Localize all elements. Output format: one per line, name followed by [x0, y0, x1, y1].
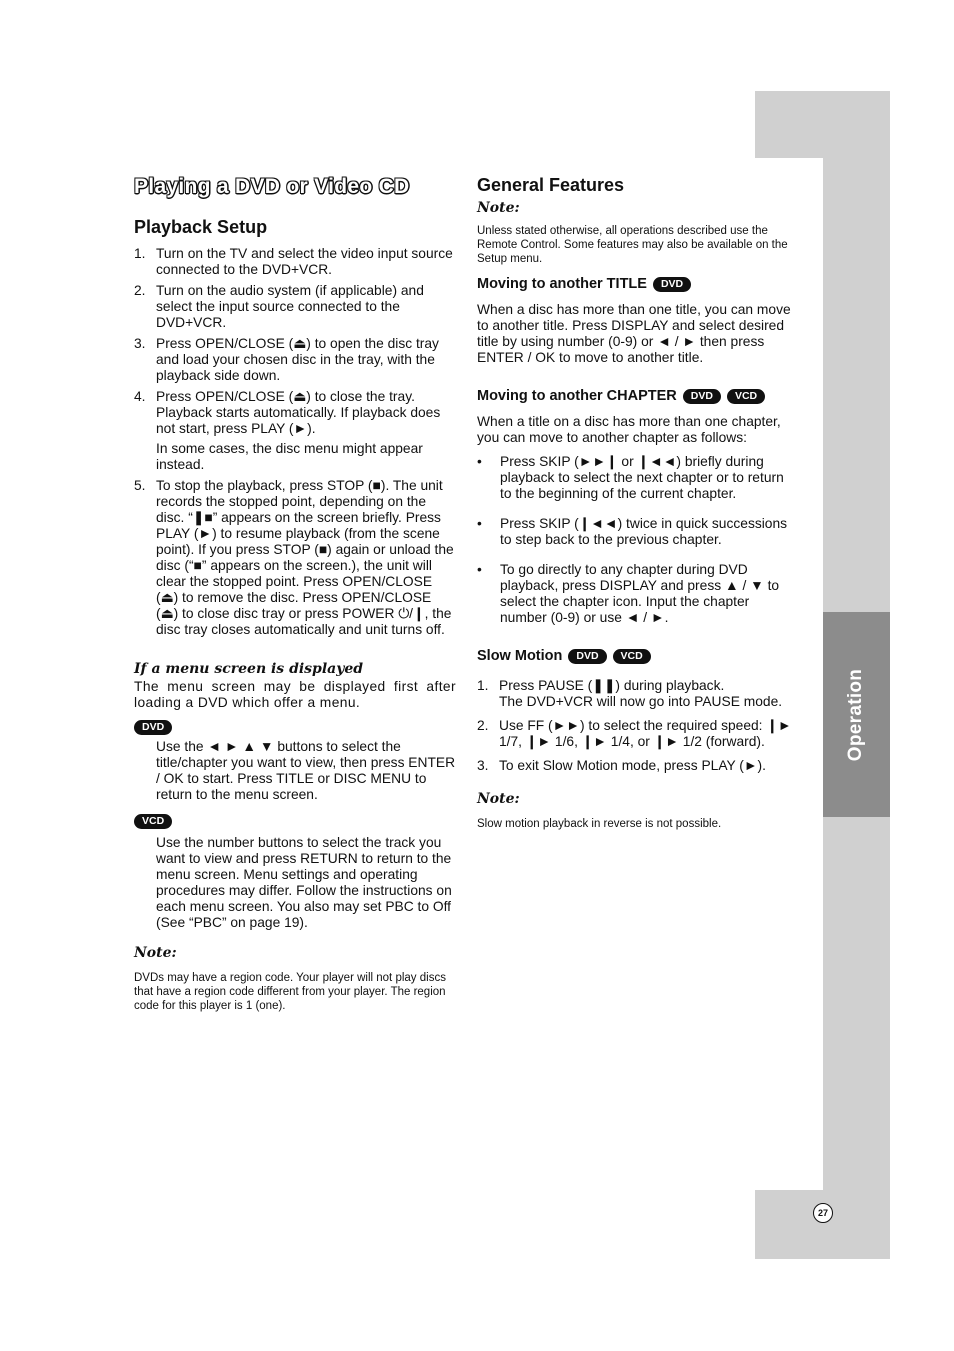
page-title: Playing a DVD or Video CD: [134, 175, 410, 198]
dvd-badge: DVD: [683, 389, 721, 404]
note-heading: Note:: [477, 791, 520, 807]
menu-screen-heading: If a menu screen is displayed: [134, 661, 364, 677]
note-heading: Note:: [134, 945, 177, 961]
slow-motion-heading: Slow Motion DVD VCD: [477, 648, 799, 664]
playback-setup-steps: [134, 246, 456, 638]
title-section-heading: Moving to another TITLE DVD: [477, 276, 799, 292]
list-item: 2. Turn on the audio system (if applicable) and select the input source connected to the DVD+VCR.: [134, 283, 424, 330]
note-text: DVDs may have a region code. Your player will not play discs that have a region code different from your player. The region code for this player is 1 (one).: [134, 972, 446, 1012]
playback-setup-heading: Playback Setup: [134, 217, 268, 237]
vcd-badge: VCD: [613, 649, 651, 664]
list-item: • Press SKIP (❙◄◄) twice in quick successions to step back to the previous chapter.: [477, 516, 788, 547]
list-item: 1. Turn on the TV and select the video input source connected to the DVD+VCR.: [134, 246, 453, 277]
left-column: [134, 175, 456, 1013]
chapter-bullets: [477, 454, 799, 626]
side-strip-bottom: [755, 1190, 890, 1259]
note-heading: Note:: [477, 200, 520, 216]
list-item: 3. Press OPEN/CLOSE (⏏) to open the disc tray and load your chosen disc in the tray, with the playback side down.: [134, 336, 439, 383]
slow-motion-steps: [477, 678, 799, 774]
vcd-badge: VCD: [727, 389, 765, 404]
list-item: 4. Press OPEN/CLOSE (⏏) to close the tray. Playback starts automatically. If playback does not start, press PLAY (►). In some cases, the disc menu might appear instead.: [134, 389, 441, 472]
list-item: 3. To exit Slow Motion mode, press PLAY (►).: [477, 758, 766, 773]
list-item: • Press SKIP (►►❙ or ❙◄◄) briefly during playback to select the next chapter or to return to the beginning of the current chapter.: [477, 454, 784, 501]
vcd-badge: VCD: [134, 814, 172, 829]
dvd-badge: DVD: [653, 277, 691, 292]
right-column: [477, 175, 799, 831]
section-tab: [823, 612, 890, 817]
list-item: 5. To stop the playback, press STOP (■). The unit records the stopped point, depending on the disc. “❚■” appears on the screen briefly. Press PLAY (►) to resume playback (from the scene point). If you press STOP (■) again or unload the disc (“■” appears on the screen.), the unit will clear the stopped point. Press OPEN/CLOSE (⏏) to remove the disc. Press OPEN/CLOSE (⏏) to close disc tray or press POWER ⏻/❙, the disc tray closes automatically and unit turns off.: [134, 478, 454, 637]
vcd-menu-text: Use the number buttons to select the track you want to view and press RETURN to return to the menu screen. Menu settings and operating procedures may differ. Follow the instructions on each menu screen. You also may set PBC to Off (See “PBC” on page 19).: [156, 835, 452, 930]
chapter-section-heading: Moving to another CHAPTER DVD VCD: [477, 388, 799, 404]
list-item: 1. Press PAUSE (❚❚) during playback. The DVD+VCR will now go into PAUSE mode.: [477, 678, 783, 709]
side-strip-top: [755, 91, 890, 158]
note-text: Unless stated otherwise, all operations described use the Remote Control. Some features may also be available on the Setup menu.: [477, 225, 788, 265]
title-section-text: When a disc has more than one title, you can move to another title. Press DISPLAY and select desired title by using number (0-9) or ◄ / ► then press ENTER / OK to move to another title.: [477, 302, 791, 365]
menu-screen-intro: The menu screen may be displayed first after loading a DVD which offer a menu.: [134, 679, 456, 710]
note-text: Slow motion playback in reverse is not possible.: [477, 818, 722, 830]
dvd-menu-text: Use the ◄ ► ▲ ▼ buttons to select the title/chapter you want to view, then press ENTER / OK to start. Press TITLE or DISC MENU to return to the menu screen.: [156, 739, 456, 802]
section-tab-label: Operation: [845, 668, 867, 761]
page-number: 27: [813, 1203, 833, 1223]
general-features-heading: General Features: [477, 175, 625, 195]
list-item: • To go directly to any chapter during DVD playback, press DISPLAY and press ▲ / ▼ to select the chapter icon. Input the chapter number (0-9) or use ◄ / ►.: [477, 562, 780, 625]
dvd-badge: DVD: [568, 649, 606, 664]
chapter-section-intro: When a title on a disc has more than one chapter, you can move to another chapter as follows:: [477, 414, 781, 445]
dvd-badge: DVD: [134, 720, 172, 735]
list-item: 2. Use FF (►►) to select the required speed: ❙► 1/7, ❙► 1/6, ❙► 1/4, or ❙► 1/2 (forward).: [477, 718, 792, 749]
